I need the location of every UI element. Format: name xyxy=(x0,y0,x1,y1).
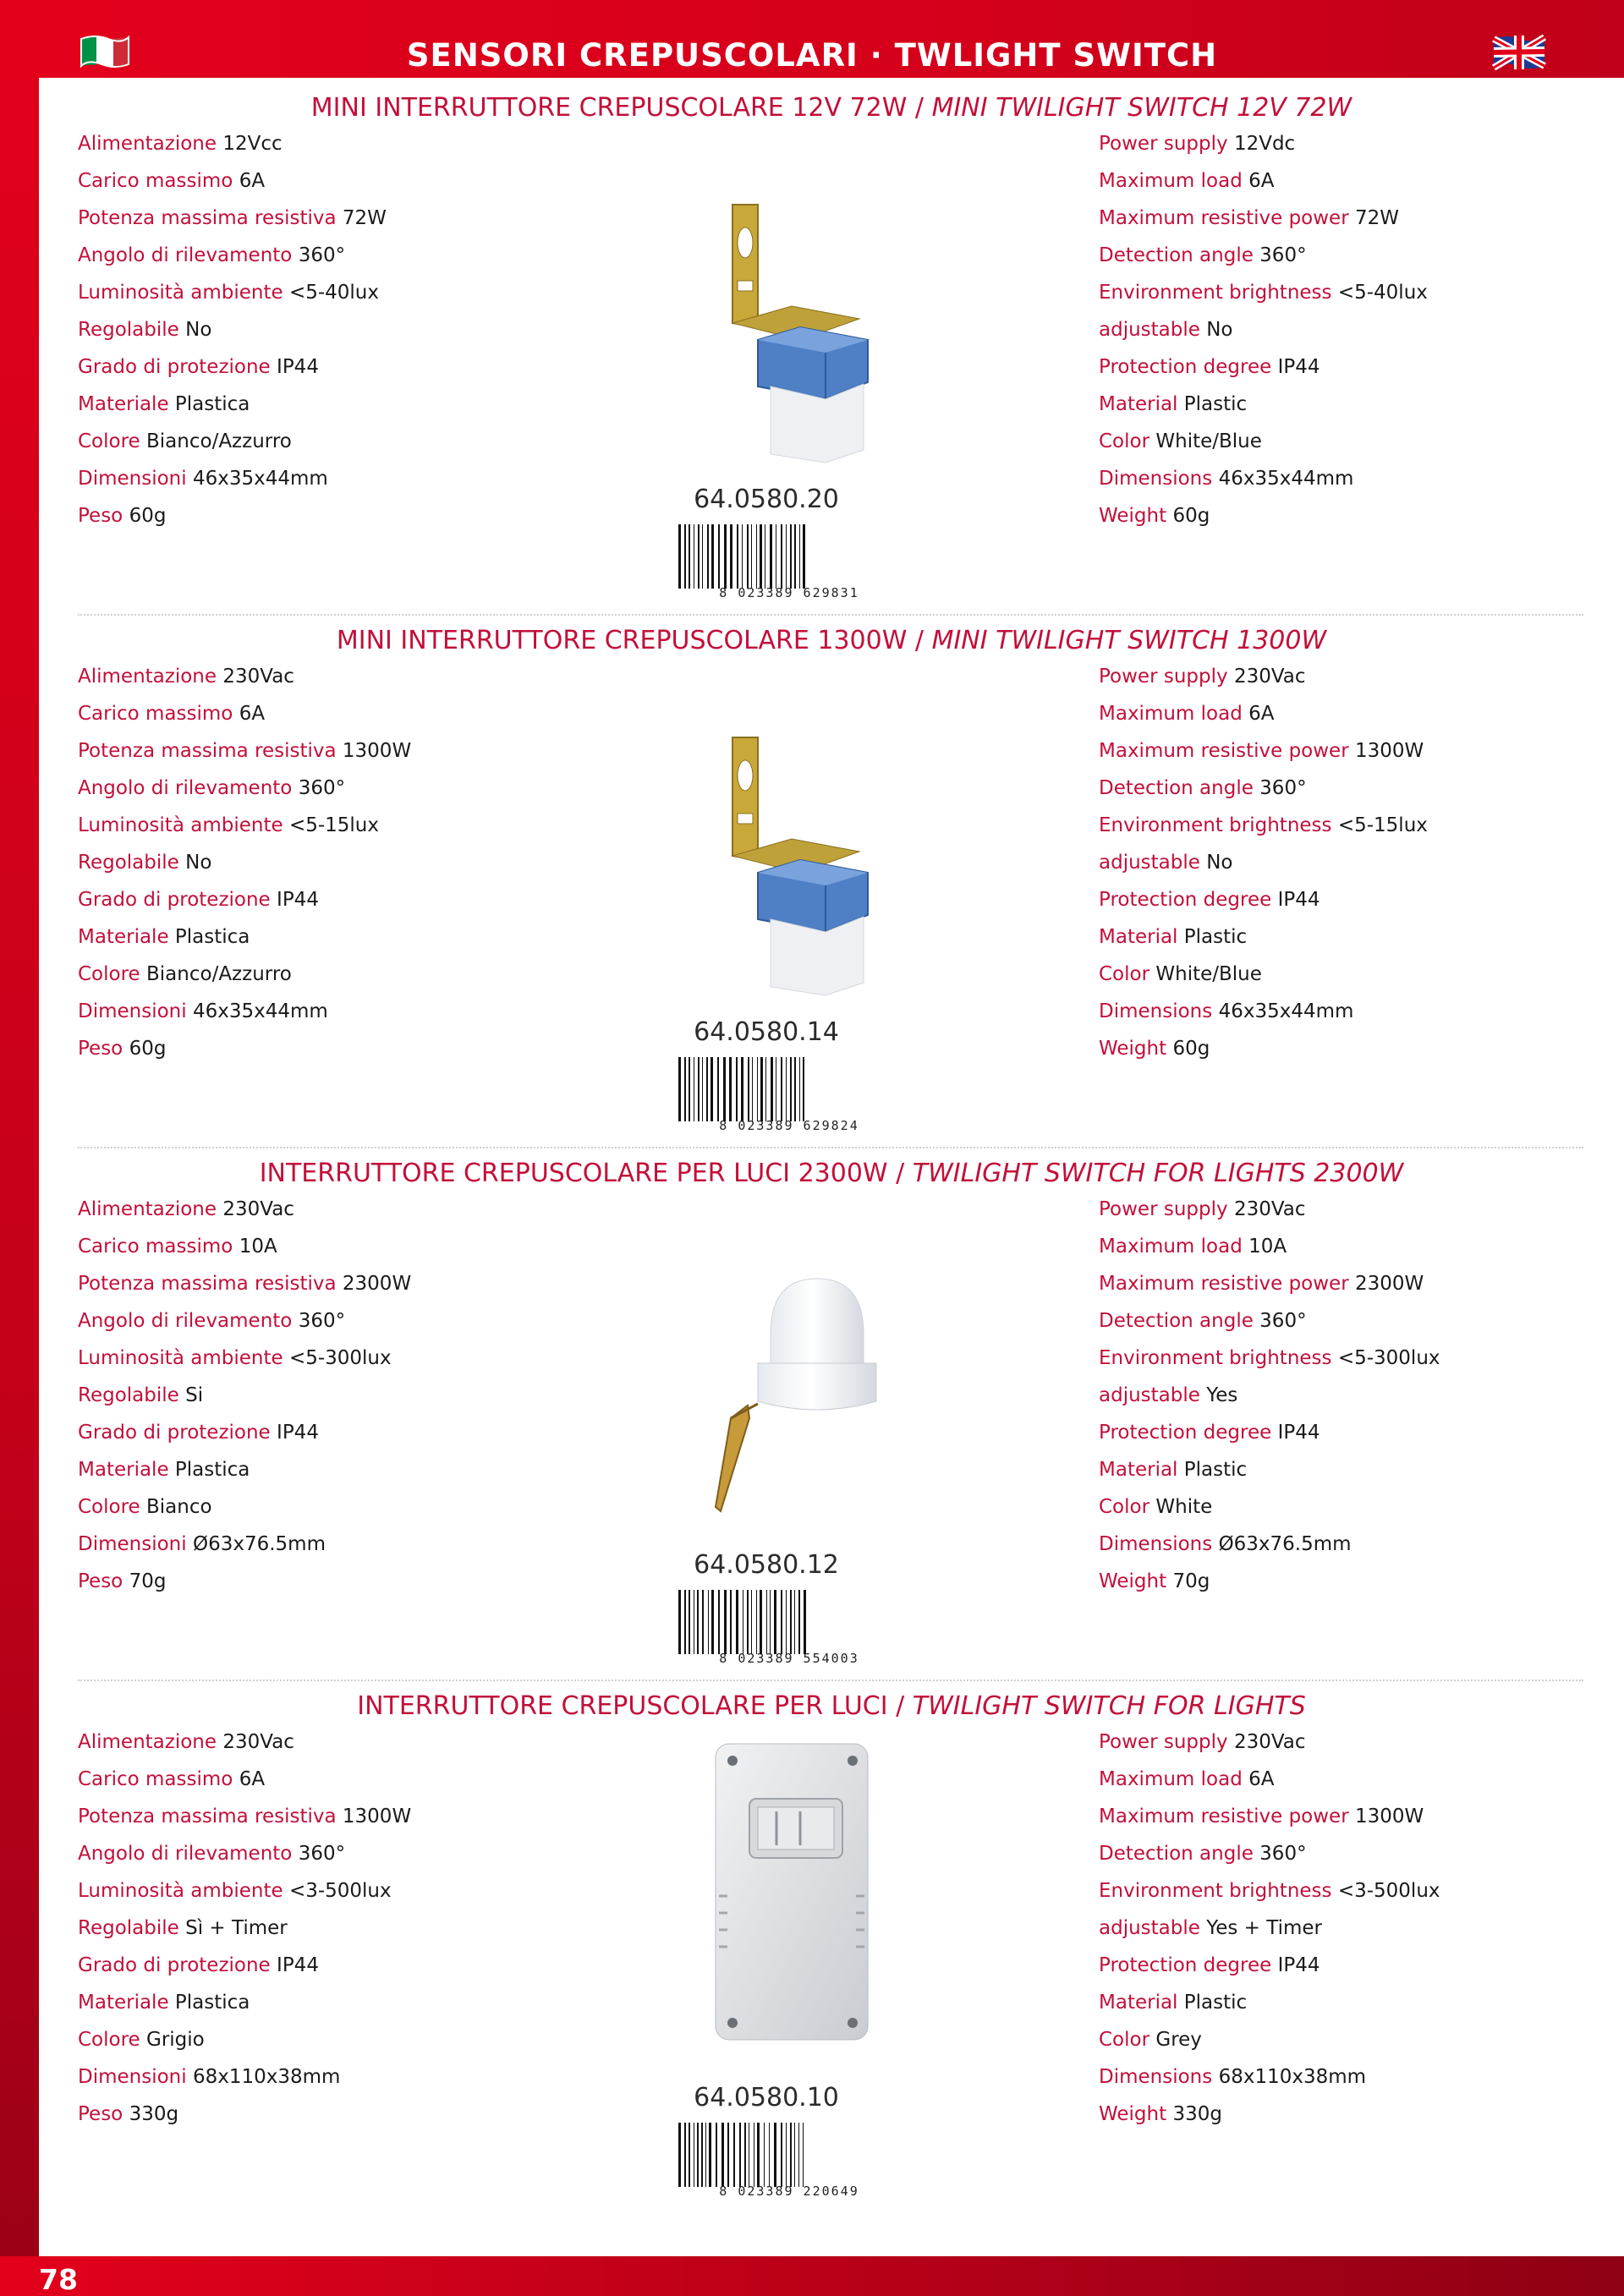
barcode-bar xyxy=(718,1590,720,1654)
spec-row: Protection degree IP44 xyxy=(1099,356,1320,378)
spec-row: Potenza massima resistiva 72W xyxy=(78,207,387,229)
barcode-bar xyxy=(724,524,727,589)
product-section xyxy=(39,1676,1624,2209)
barcode-bar xyxy=(786,2123,787,2187)
mini-sensor-product-image xyxy=(631,129,902,467)
barcode-bar xyxy=(766,1590,767,1654)
spec-row: Regolabile No xyxy=(78,319,212,341)
barcode-bar xyxy=(798,2123,799,2187)
spec-list-italian xyxy=(78,1723,411,2133)
spec-row: Carico massimo 6A xyxy=(78,170,266,192)
product-code: 64.0580.12 xyxy=(694,1550,839,1580)
barcode-bar xyxy=(678,1590,681,1654)
barcode-bar xyxy=(786,1057,787,1121)
barcode-bar xyxy=(798,1590,800,1654)
spec-row: Weight 70g xyxy=(1099,1570,1210,1592)
barcode-bar xyxy=(803,1057,804,1121)
barcode-bar xyxy=(689,524,690,589)
barcode-bar xyxy=(774,2123,776,2187)
spec-row: Protection degree IP44 xyxy=(1099,1954,1320,1976)
spec-list-italian xyxy=(78,1191,411,1600)
spec-row: Power supply 230Vac xyxy=(1099,1198,1306,1220)
spec-row: adjustable No xyxy=(1099,852,1233,874)
box-sensor-product-image xyxy=(631,1727,902,2065)
barcode-bar xyxy=(724,1590,727,1654)
barcode-bar xyxy=(781,1590,782,1654)
spec-row: Environment brightness <3-500lux xyxy=(1099,1880,1440,1902)
product-code: 64.0580.20 xyxy=(694,485,839,514)
spec-row: Colore Bianco/Azzurro xyxy=(78,963,292,985)
spec-row: adjustable No xyxy=(1099,319,1233,341)
barcode-bar xyxy=(716,2123,717,2187)
spec-row: Potenza massima resistiva 2300W xyxy=(78,1273,412,1295)
spec-row: Carico massimo 10A xyxy=(78,1236,277,1258)
spec-list-english xyxy=(1099,1191,1440,1600)
barcode-bar xyxy=(760,524,762,589)
barcode-bar xyxy=(752,1057,753,1121)
spec-row: Alimentazione 230Vac xyxy=(78,666,294,688)
barcode-bar xyxy=(705,2123,706,2187)
spec-row: Materiale Plastica xyxy=(78,926,250,948)
spec-list-italian xyxy=(78,125,387,534)
barcode-bar xyxy=(689,2123,690,2187)
spec-row: Dimensions 68x110x38mm xyxy=(1099,2066,1367,2088)
spec-row: Luminosità ambiente <3-500lux xyxy=(78,1880,392,1902)
page-number: 78 xyxy=(39,2263,78,2296)
spec-row: Color White/Blue xyxy=(1099,430,1262,452)
barcode-bar xyxy=(790,1590,792,1654)
catalog-page xyxy=(39,78,1624,2256)
barcode-number: 8 023389 220649 xyxy=(719,2184,859,2199)
barcode-bar xyxy=(765,1057,766,1121)
barcode-bar xyxy=(764,2123,765,2187)
barcode-bar xyxy=(727,2123,729,2187)
spec-row: Peso 330g xyxy=(78,2103,179,2125)
spec-row: Angolo di rilevamento 360° xyxy=(78,244,346,266)
barcode-bar xyxy=(684,1590,686,1654)
spec-row: Dimensions 46x35x44mm xyxy=(1099,1000,1354,1022)
spec-list-english xyxy=(1099,125,1428,534)
spec-row: Potenza massima resistiva 1300W xyxy=(78,740,412,762)
barcode-bar xyxy=(721,2123,724,2187)
spec-row: Maximum load 6A xyxy=(1099,703,1275,725)
spec-row: Angolo di rilevamento 360° xyxy=(78,1310,346,1332)
barcode-bar xyxy=(737,524,738,589)
spec-row: Material Plastic xyxy=(1099,1992,1248,2014)
barcode-bar xyxy=(711,1590,714,1654)
barcode-bar xyxy=(742,524,743,589)
barcode-bar xyxy=(723,1057,726,1121)
spec-row: Color White/Blue xyxy=(1099,963,1262,985)
left-red-border xyxy=(0,0,39,2296)
barcode-bar xyxy=(747,524,749,589)
barcode-bar xyxy=(757,1057,758,1121)
barcode-graphic xyxy=(675,1057,903,1121)
spec-row: Dimensioni 46x35x44mm xyxy=(78,1000,328,1022)
barcode-bar xyxy=(803,524,805,589)
barcode-bar xyxy=(678,1057,681,1121)
spec-row: Maximum load 6A xyxy=(1099,170,1275,192)
spec-row: Dimensioni 68x110x38mm xyxy=(78,2066,341,2088)
spec-row: Materiale Plastica xyxy=(78,1459,250,1481)
spec-row: Weight 330g xyxy=(1099,2103,1222,2125)
barcode-bar xyxy=(689,1590,690,1654)
spec-row: Regolabile Si xyxy=(78,1384,204,1406)
barcode-number: 8 023389 554003 xyxy=(719,1651,859,1666)
spec-row: Power supply 230Vac xyxy=(1099,1731,1306,1753)
spec-row: Peso 70g xyxy=(78,1570,167,1592)
barcode-bar xyxy=(736,1590,738,1654)
barcode-bar xyxy=(799,1057,800,1121)
spec-row: Grado di protezione IP44 xyxy=(78,356,319,378)
barcode-number: 8 023389 629831 xyxy=(719,585,859,600)
page-footer xyxy=(0,2256,1624,2296)
barcode-graphic xyxy=(675,1590,903,1654)
barcode-bar xyxy=(689,1057,690,1121)
barcode-graphic xyxy=(675,524,903,589)
barcode-bar xyxy=(706,1057,708,1121)
spec-row: Environment brightness <5-300lux xyxy=(1099,1347,1440,1369)
barcode-bar xyxy=(707,524,709,589)
uk-flag-icon xyxy=(1490,30,1548,73)
spec-row: Maximum resistive power 1300W xyxy=(1099,1806,1424,1827)
barcode-bar xyxy=(684,524,686,589)
spec-row: Materiale Plastica xyxy=(78,393,250,415)
spec-row: Maximum load 10A xyxy=(1099,1236,1287,1258)
mini-sensor-product-image xyxy=(631,661,902,1000)
barcode-bar xyxy=(794,524,796,589)
spec-row: Power supply 230Vac xyxy=(1099,666,1306,688)
barcode-number: 8 023389 629824 xyxy=(719,1118,859,1133)
spec-row: Color White xyxy=(1099,1496,1213,1518)
spec-row: Carico massimo 6A xyxy=(78,703,266,725)
barcode-bar xyxy=(741,1057,743,1121)
barcode-bar xyxy=(760,1590,762,1654)
barcode-bar xyxy=(751,1590,752,1654)
spec-row: Peso 60g xyxy=(78,1038,167,1060)
spec-list-italian xyxy=(78,658,411,1067)
spec-row: Potenza massima resistiva 1300W xyxy=(78,1806,412,1827)
spec-row: Alimentazione 230Vac xyxy=(78,1198,294,1220)
barcode-bar xyxy=(678,524,681,589)
barcode-bar xyxy=(718,524,720,589)
barcode-bar xyxy=(702,1057,703,1121)
spec-row: Maximum resistive power 1300W xyxy=(1099,740,1424,762)
barcode-bar xyxy=(708,1590,709,1654)
barcode-bar xyxy=(794,1057,796,1121)
spec-row: Angolo di rilevamento 360° xyxy=(78,777,346,799)
spec-row: Dimensions 46x35x44mm xyxy=(1099,468,1354,490)
barcode-bar xyxy=(771,1057,773,1121)
spec-row: Colore Grigio xyxy=(78,2029,205,2051)
spec-row: Grado di protezione IP44 xyxy=(78,1954,319,1976)
spec-list-english xyxy=(1099,1723,1440,2133)
spec-row: Material Plastic xyxy=(1099,393,1248,415)
barcode-bar xyxy=(790,2123,792,2187)
page-header xyxy=(0,0,1624,78)
barcode-bar xyxy=(786,524,787,589)
spec-row: Weight 60g xyxy=(1099,1038,1210,1060)
barcode-bar xyxy=(730,1590,732,1654)
barcode-bar xyxy=(697,2123,699,2187)
barcode-bar xyxy=(739,2123,741,2187)
barcode-bar xyxy=(748,1057,749,1121)
product-title: MINI INTERRUTTORE CREPUSCOLARE 1300W / MINI TWILIGHT SWITCH 1300W xyxy=(336,626,1327,655)
product-code: 64.0580.10 xyxy=(694,2083,839,2112)
product-section xyxy=(39,611,1624,1143)
barcode-bar xyxy=(678,2123,681,2187)
spec-row: Colore Bianco xyxy=(78,1496,212,1518)
spec-row: Detection angle 360° xyxy=(1099,244,1307,266)
spec-row: Detection angle 360° xyxy=(1099,1843,1307,1865)
barcode-bar xyxy=(786,1590,787,1654)
barcode-bar xyxy=(770,524,772,589)
spec-row: Luminosità ambiente <5-40lux xyxy=(78,282,379,304)
spec-row: Environment brightness <5-15lux xyxy=(1099,814,1428,836)
spec-row: Material Plastic xyxy=(1099,926,1248,948)
barcode-bar xyxy=(698,1057,700,1121)
spec-row: Material Plastic xyxy=(1099,1459,1248,1481)
barcode-bar xyxy=(756,1590,757,1654)
barcode-bar xyxy=(684,1057,686,1121)
barcode-bar xyxy=(774,1590,776,1654)
spec-row: Luminosità ambiente <5-300lux xyxy=(78,1347,392,1369)
dome-sensor-product-image xyxy=(631,1194,902,1532)
barcode-bar xyxy=(804,1590,806,1654)
barcode-bar xyxy=(733,2123,735,2187)
barcode-bar xyxy=(769,2123,770,2187)
barcode-bar xyxy=(799,524,800,589)
spec-row: Maximum load 6A xyxy=(1099,1768,1275,1790)
barcode-bar xyxy=(760,1057,763,1121)
spec-row: Maximum resistive power 2300W xyxy=(1099,1273,1424,1295)
product-section xyxy=(39,78,1624,611)
barcode-bar xyxy=(709,2123,711,2187)
spec-row: Power supply 12Vdc xyxy=(1099,133,1296,155)
spec-row: Alimentazione 12Vcc xyxy=(78,133,283,155)
spec-row: Dimensioni Ø63x76.5mm xyxy=(78,1533,326,1555)
spec-list-english xyxy=(1099,658,1428,1067)
product-title: MINI INTERRUTTORE CREPUSCOLARE 12V 72W / MINI TWILIGHT SWITCH 12V 72W xyxy=(310,93,1352,123)
barcode-bar xyxy=(781,524,782,589)
barcode-bar xyxy=(697,1590,699,1654)
spec-row: Protection degree IP44 xyxy=(1099,1422,1320,1444)
barcode-bar xyxy=(710,1057,713,1121)
barcode-bar xyxy=(781,1057,782,1121)
spec-row: Detection angle 360° xyxy=(1099,1310,1307,1332)
spec-row: Dimensions Ø63x76.5mm xyxy=(1099,1533,1352,1555)
barcode-bar xyxy=(790,1057,792,1121)
barcode-bar xyxy=(794,2123,795,2187)
spec-row: Grado di protezione IP44 xyxy=(78,889,319,911)
barcode-bar xyxy=(702,524,703,589)
barcode-bar xyxy=(701,2123,703,2187)
product-code: 64.0580.14 xyxy=(694,1017,839,1047)
barcode-bar xyxy=(790,524,792,589)
barcode-bar xyxy=(729,1057,732,1121)
barcode-bar xyxy=(744,2123,746,2187)
barcode-bar xyxy=(747,1590,749,1654)
spec-row: Maximum resistive power 72W xyxy=(1099,207,1399,229)
spec-row: Luminosità ambiente <5-15lux xyxy=(78,814,379,836)
barcode-graphic xyxy=(675,2123,903,2187)
spec-row: Colore Bianco/Azzurro xyxy=(78,430,292,452)
barcode-bar xyxy=(770,1590,771,1654)
spec-row: Regolabile Sì + Timer xyxy=(78,1917,288,1939)
barcode-bar xyxy=(730,524,732,589)
spec-row: Materiale Plastica xyxy=(78,1992,250,2014)
spec-row: Color Grey xyxy=(1099,2029,1202,2051)
barcode-bar xyxy=(736,1057,738,1121)
page-title: SENSORI CREPUSCOLARI · TWLIGHT SWITCH xyxy=(406,37,1218,74)
product-title: INTERRUTTORE CREPUSCOLARE PER LUCI / TWILIGHT SWITCH FOR LIGHTS xyxy=(357,1691,1306,1721)
spec-row: Protection degree IP44 xyxy=(1099,889,1320,911)
barcode-bar xyxy=(702,1590,704,1654)
spec-row: Detection angle 360° xyxy=(1099,777,1307,799)
spec-row: Peso 60g xyxy=(78,505,167,527)
barcode-bar xyxy=(751,524,752,589)
spec-row: Weight 60g xyxy=(1099,505,1210,527)
barcode-bar xyxy=(717,1057,719,1121)
spec-row: adjustable Yes + Timer xyxy=(1099,1917,1322,1939)
spec-row: Grado di protezione IP44 xyxy=(78,1422,319,1444)
barcode-bar xyxy=(781,2123,782,2187)
spec-row: adjustable Yes xyxy=(1099,1384,1238,1406)
spec-row: Alimentazione 230Vac xyxy=(78,1731,294,1753)
barcode-bar xyxy=(757,2123,760,2187)
product-section xyxy=(39,1143,1624,1676)
barcode-bar xyxy=(756,524,757,589)
barcode-bar xyxy=(711,524,714,589)
barcode-bar xyxy=(803,2123,804,2187)
product-title: INTERRUTTORE CREPUSCOLARE PER LUCI 2300W / TWILIGHT SWITCH FOR LIGHTS 2300W xyxy=(259,1159,1404,1188)
spec-row: Environment brightness <5-40lux xyxy=(1099,282,1428,304)
barcode-bar xyxy=(684,2123,686,2187)
barcode-bar xyxy=(794,1590,795,1654)
spec-row: Angolo di rilevamento 360° xyxy=(78,1843,346,1865)
barcode-bar xyxy=(698,524,700,589)
spec-row: Regolabile No xyxy=(78,852,212,874)
spec-row: Carico massimo 6A xyxy=(78,1768,266,1790)
spec-row: Dimensioni 46x35x44mm xyxy=(78,468,328,490)
